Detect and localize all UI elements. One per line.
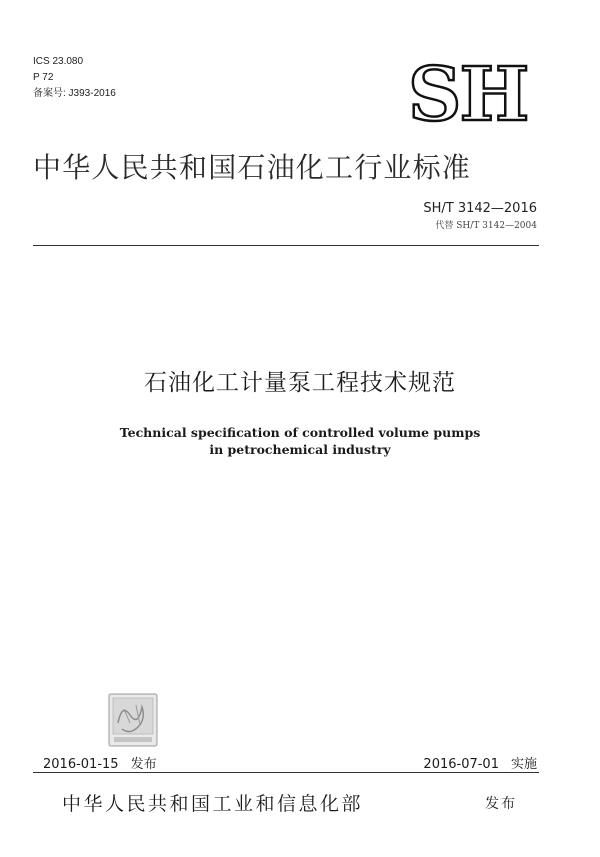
implementation-date — [423, 753, 537, 772]
standard-number: SH/T 3142—2016 — [423, 201, 537, 216]
implementation-date-value: 2016-07-01 — [423, 757, 499, 772]
issue-label: 发布 — [130, 757, 157, 772]
replaces-standard: 代替 SH/T 3142—2004 — [435, 221, 537, 231]
ics-code: ICS 23.080 — [33, 56, 84, 67]
publish-label: 发布 — [485, 796, 517, 812]
footer-divider — [33, 772, 539, 773]
classification-code: P 72 — [33, 72, 54, 83]
standard-category-title: 中华人民共和国石油化工行业标准 — [33, 151, 472, 184]
record-number: 备案号: J393-2016 — [33, 88, 116, 99]
chinese-title: 石油化工计量泵工程技术规范 — [144, 370, 456, 396]
english-title-line-1: Technical specification of controlled volume pumps — [119, 425, 481, 440]
english-title-line-2: in petrochemical industry — [209, 442, 391, 457]
header-divider — [33, 245, 539, 246]
anti-counterfeit-stamp — [108, 693, 158, 747]
sh-logo: SH — [408, 52, 528, 138]
publisher-name: 中华人民共和国工业和信息化部 — [62, 793, 364, 815]
implementation-label: 实施 — [510, 757, 537, 772]
issue-date — [43, 753, 157, 772]
issue-date-value: 2016-01-15 — [43, 757, 119, 772]
